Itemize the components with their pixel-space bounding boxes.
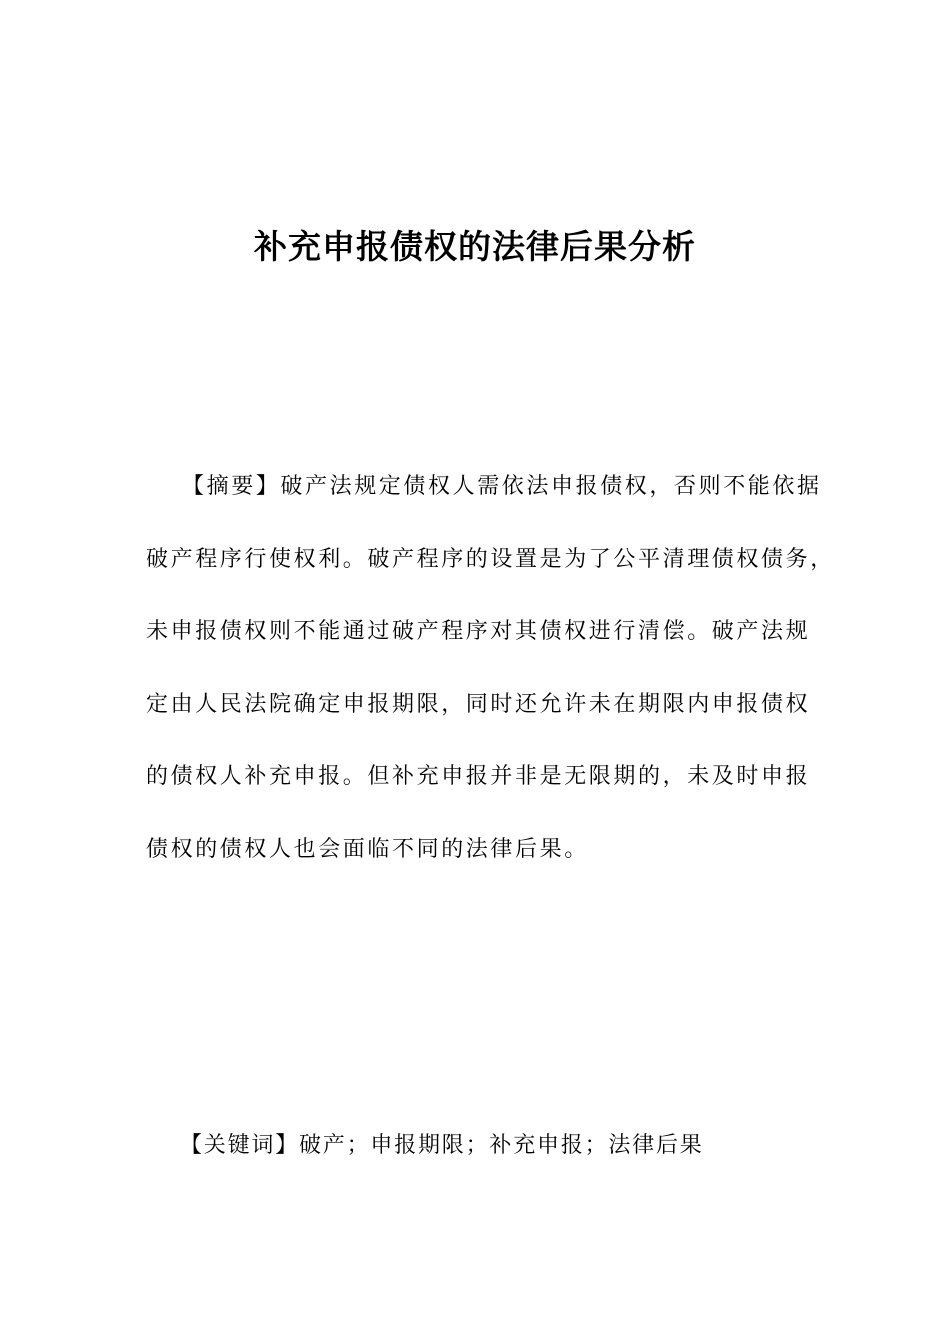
abstract-line: 破产程序行使权利。破产程序的设置是为了公平清理债权债务， [146, 546, 835, 572]
abstract-line: 债权的债权人也会面临不同的法律后果。 [146, 836, 589, 862]
abstract-line: 定由人民法院确定申报期限，同时还允许未在期限内申报债权 [146, 691, 811, 717]
abstract-paragraph [146, 451, 835, 886]
abstract-line: 未申报债权则不能通过破产程序对其债权进行清偿。破产法规 [146, 619, 811, 644]
abstract-line: 【摘要】破产法规定债权人需依法申报债权，否则不能依据 [182, 474, 822, 499]
abstract-line: 的债权人补充申报。但补充申报并非是无限期的，未及时申报 [146, 764, 811, 789]
document-title: 补充申报债权的法律后果分析 [254, 227, 696, 266]
keywords-line: 【关键词】破产；申报期限；补充申报；法律后果 [180, 1133, 704, 1158]
